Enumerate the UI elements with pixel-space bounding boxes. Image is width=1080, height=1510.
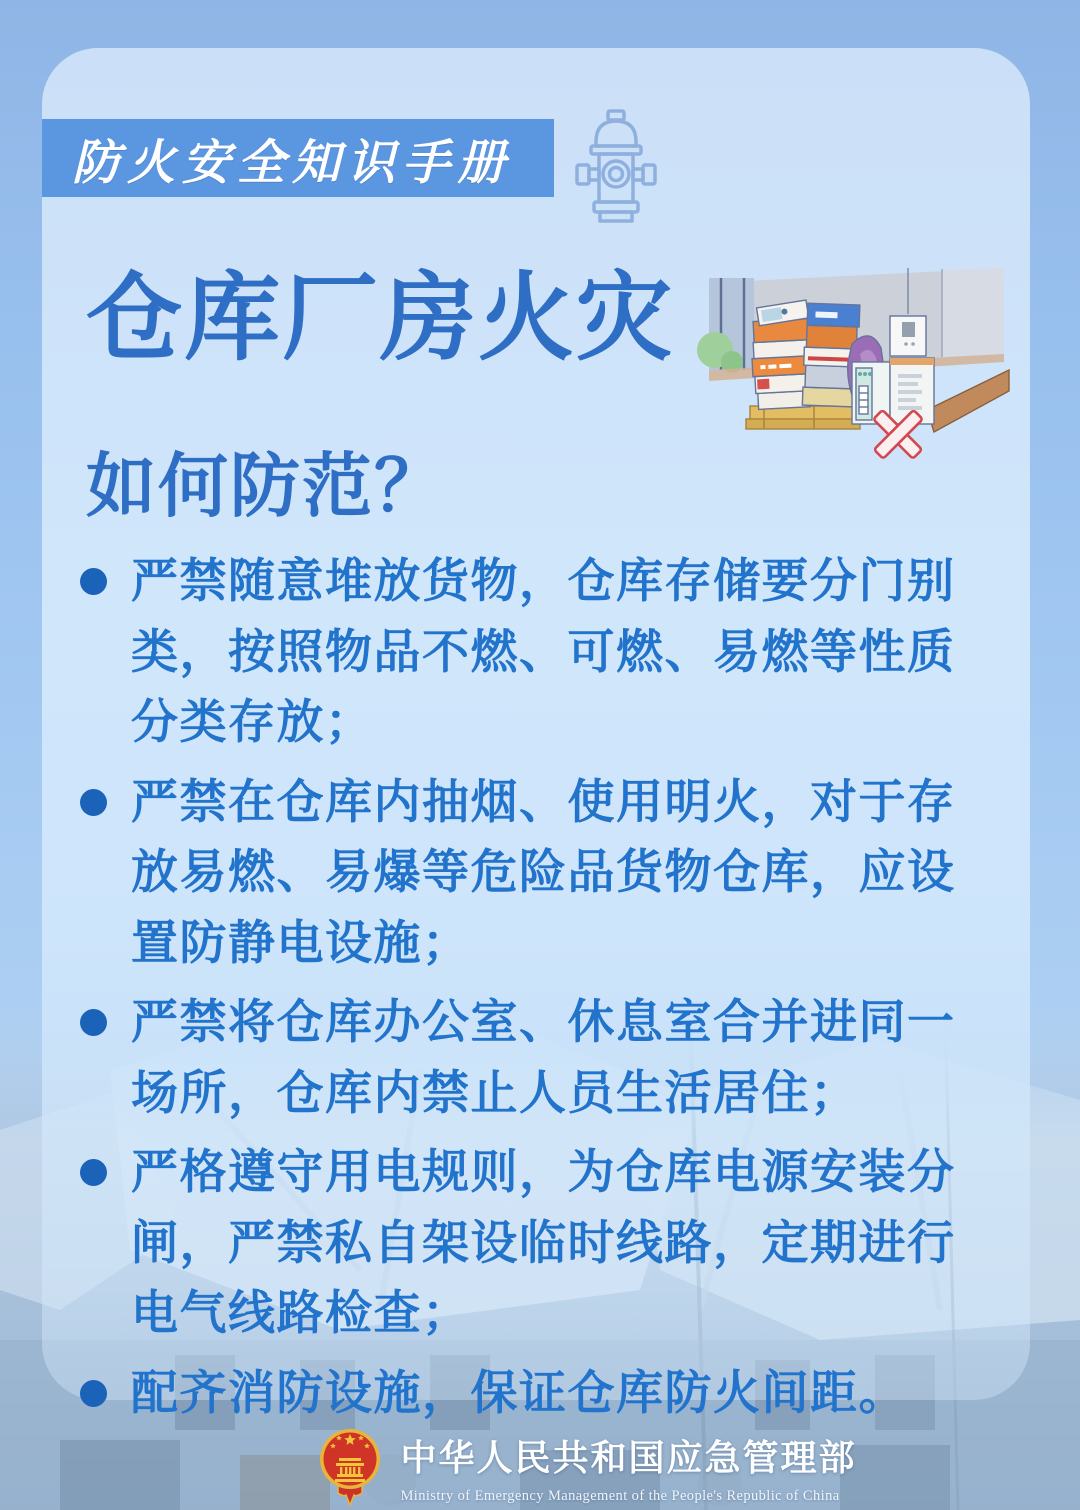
bullet-dot-icon: [80, 789, 107, 816]
org-name-cn: 中华人民共和国应急管理部: [400, 1436, 857, 1478]
bullet-dot-icon: [80, 1009, 107, 1036]
safety-tip-text: 严禁随意堆放货物，仓库存储要分门别类，按照物品不燃、可燃、易燃等性质分类存放；: [131, 554, 956, 748]
national-emblem-icon: [318, 1427, 382, 1507]
footer: [0, 1424, 1080, 1510]
footer-org-names: [400, 1430, 856, 1505]
bullet-dot-icon: [80, 568, 107, 595]
badge-label: 防火安全知识手册: [72, 136, 513, 190]
safety-tip-item: [80, 1358, 992, 1429]
fire-hydrant-icon: [569, 108, 663, 226]
bullet-dot-icon: [80, 1159, 107, 1186]
safety-tip-item: [80, 546, 992, 758]
header-badge: [42, 119, 554, 197]
org-name-en: Ministry of Emergency Management of the People's Republic of China: [400, 1487, 840, 1504]
poster-title: 仓库厂房火灾: [86, 261, 674, 374]
bullet-dot-icon: [80, 1380, 107, 1407]
warehouse-clutter-illustration: [694, 258, 1016, 473]
poster-subtitle: 如何防范？: [86, 444, 446, 527]
safety-tip-text: 严禁在仓库内抽烟、使用明火，对于存放易燃、易爆等危险品货物仓库，应设置防静电设施；: [131, 774, 956, 969]
safety-tips-list: [80, 546, 992, 1437]
safety-tip-text: 严格遵守用电规则，为仓库电源安装分闸，严禁私自架设临时线路，定期进行电气线路检查；: [131, 1145, 956, 1339]
safety-tip-item: [80, 767, 992, 979]
content-card: [42, 48, 1030, 1419]
safety-tip-text: 配齐消防设施，保证仓库防火间距。: [131, 1365, 907, 1419]
safety-tip-item: [80, 987, 992, 1128]
safety-tip-text: 严禁将仓库办公室、休息室合并进同一场所，仓库内禁止人员生活居住；: [131, 995, 956, 1119]
safety-tip-item: [80, 1137, 992, 1349]
